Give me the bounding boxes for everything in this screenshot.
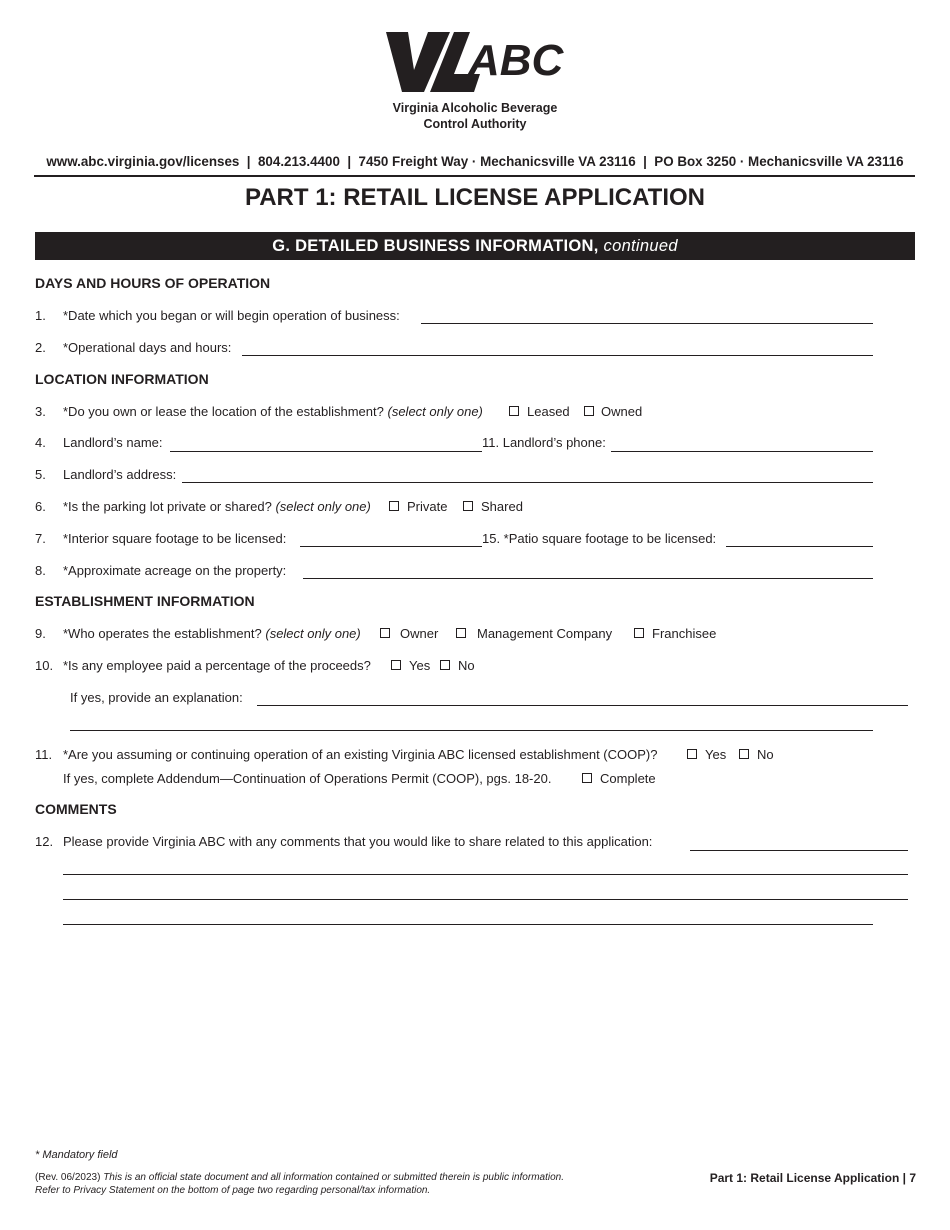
q9-select-hint: (select only one): [265, 626, 361, 641]
private-label: Private: [407, 499, 448, 514]
comments-line-2[interactable]: [63, 874, 908, 875]
q11-no-label: No: [757, 747, 774, 762]
section-bar-suffix: continued: [603, 237, 678, 255]
q3-select-hint: (select only one): [387, 404, 483, 419]
q3-label: [63, 404, 483, 419]
notice-line-1: [35, 1172, 564, 1183]
q11-yes-checkbox[interactable]: [687, 749, 697, 759]
landlord-address-line[interactable]: [182, 482, 873, 483]
q6-select-hint: (select only one): [275, 499, 371, 514]
q10-yes-checkbox[interactable]: [391, 660, 401, 670]
q12-number: 12.: [35, 834, 54, 849]
complete-label: Complete: [600, 771, 656, 786]
q12-label: Please provide Virginia ABC with any comments that you would like to share related to this application:: [63, 834, 653, 849]
q10-explanation-line-2[interactable]: [70, 730, 873, 731]
notice-text-1: This is an official state document and all information contained or submitted therein is public information.: [103, 1172, 564, 1183]
q8-label: *Approximate acreage on the property:: [63, 563, 287, 578]
q11-no-checkbox[interactable]: [739, 749, 749, 759]
shared-checkbox[interactable]: [463, 501, 473, 511]
q3-number: 3.: [35, 404, 46, 419]
landlord-name-line[interactable]: [170, 451, 482, 452]
q8-number: 8.: [35, 563, 46, 578]
q2-input-line[interactable]: [242, 355, 873, 356]
q6-question: *Is the parking lot private or shared?: [63, 499, 272, 514]
page-footer: Part 1: Retail License Application | 7: [709, 1171, 916, 1185]
q10-label: *Is any employee paid a percentage of the proceeds?: [63, 658, 371, 673]
complete-checkbox[interactable]: [582, 773, 592, 783]
shared-label: Shared: [481, 499, 523, 514]
q6-label: [63, 499, 371, 514]
patio-footage-line[interactable]: [726, 546, 873, 547]
acreage-line[interactable]: [303, 578, 873, 579]
q11-addendum-text: If yes, complete Addendum—Continuation of Operations Permit (COOP), pgs. 18-20.: [63, 771, 552, 786]
private-checkbox[interactable]: [389, 501, 399, 511]
q10-no-label: No: [458, 658, 475, 673]
q5-number: 5.: [35, 467, 46, 482]
q4-label: Landlord’s name:: [63, 435, 163, 450]
q10-no-checkbox[interactable]: [440, 660, 450, 670]
header-divider: [34, 175, 915, 177]
leased-label: Leased: [527, 404, 570, 419]
q11-yes-label: Yes: [705, 747, 727, 762]
management-company-checkbox[interactable]: [456, 628, 466, 638]
section-establishment: ESTABLISHMENT INFORMATION: [35, 593, 255, 609]
owner-checkbox[interactable]: [380, 628, 390, 638]
mandatory-note: * Mandatory field: [35, 1149, 118, 1161]
patio-footage-label: 15. *Patio square footage to be licensed:: [482, 531, 717, 546]
q10-number: 10.: [35, 658, 54, 673]
q1-label: *Date which you began or will begin operation of business:: [63, 308, 400, 323]
franchisee-label: Franchisee: [652, 626, 717, 641]
q10-yes-label: Yes: [409, 658, 431, 673]
landlord-phone-label: 11. Landlord’s phone:: [482, 435, 606, 450]
q7-label: *Interior square footage to be licensed:: [63, 531, 287, 546]
q5-label: Landlord’s address:: [63, 467, 177, 482]
svg-text:ABC: ABC: [468, 36, 564, 85]
q11-label: *Are you assuming or continuing operation of an existing Virginia ABC licensed establishment (COOP)?: [63, 747, 658, 762]
va-abc-logo: [384, 30, 566, 94]
landlord-phone-line[interactable]: [611, 451, 873, 452]
q6-number: 6.: [35, 499, 46, 514]
owned-checkbox[interactable]: [584, 406, 594, 416]
q9-label: [63, 626, 361, 641]
q4-number: 4.: [35, 435, 46, 450]
section-comments: COMMENTS: [35, 801, 117, 817]
q9-question: *Who operates the establishment?: [63, 626, 262, 641]
page-title: PART 1: RETAIL LICENSE APPLICATION: [244, 184, 706, 211]
notice-line-2: Refer to Privacy Statement on the bottom of page two regarding personal/tax information.: [35, 1185, 431, 1196]
management-company-label: Management Company: [477, 626, 613, 641]
contact-line: www.abc.virginia.gov/licenses | 804.213.4400 | 7450 Freight Way · Mechanicsville VA 23116 | PO Box 3250 · Mechanicsville VA 23116: [46, 154, 904, 169]
comments-line-3[interactable]: [63, 899, 908, 900]
q1-number: 1.: [35, 308, 46, 323]
q11-number: 11.: [35, 747, 53, 762]
comments-line-1[interactable]: [690, 850, 908, 851]
section-days-hours: DAYS AND HOURS OF OPERATION: [35, 275, 271, 291]
franchisee-checkbox[interactable]: [634, 628, 644, 638]
q1-input-line[interactable]: [421, 323, 873, 324]
owned-label: Owned: [601, 404, 643, 419]
owner-label: Owner: [400, 626, 439, 641]
org-name-line1: Virginia Alcoholic Beverage: [392, 101, 558, 115]
q9-number: 9.: [35, 626, 46, 641]
interior-footage-line[interactable]: [300, 546, 482, 547]
org-name-line2: Control Authority: [423, 117, 527, 131]
q3-question: *Do you own or lease the location of the establishment?: [63, 404, 384, 419]
q2-label: *Operational days and hours:: [63, 340, 232, 355]
leased-checkbox[interactable]: [509, 406, 519, 416]
comments-line-4[interactable]: [63, 924, 873, 925]
q10-explanation-line-1[interactable]: [257, 705, 908, 706]
section-bar-title: G. DETAILED BUSINESS INFORMATION,: [272, 237, 599, 255]
q10-explanation-label: If yes, provide an explanation:: [70, 690, 243, 705]
q7-number: 7.: [35, 531, 46, 546]
section-location: LOCATION INFORMATION: [35, 371, 209, 387]
revision: (Rev. 06/2023): [35, 1172, 101, 1183]
section-bar: [35, 232, 915, 260]
q2-number: 2.: [35, 340, 46, 355]
